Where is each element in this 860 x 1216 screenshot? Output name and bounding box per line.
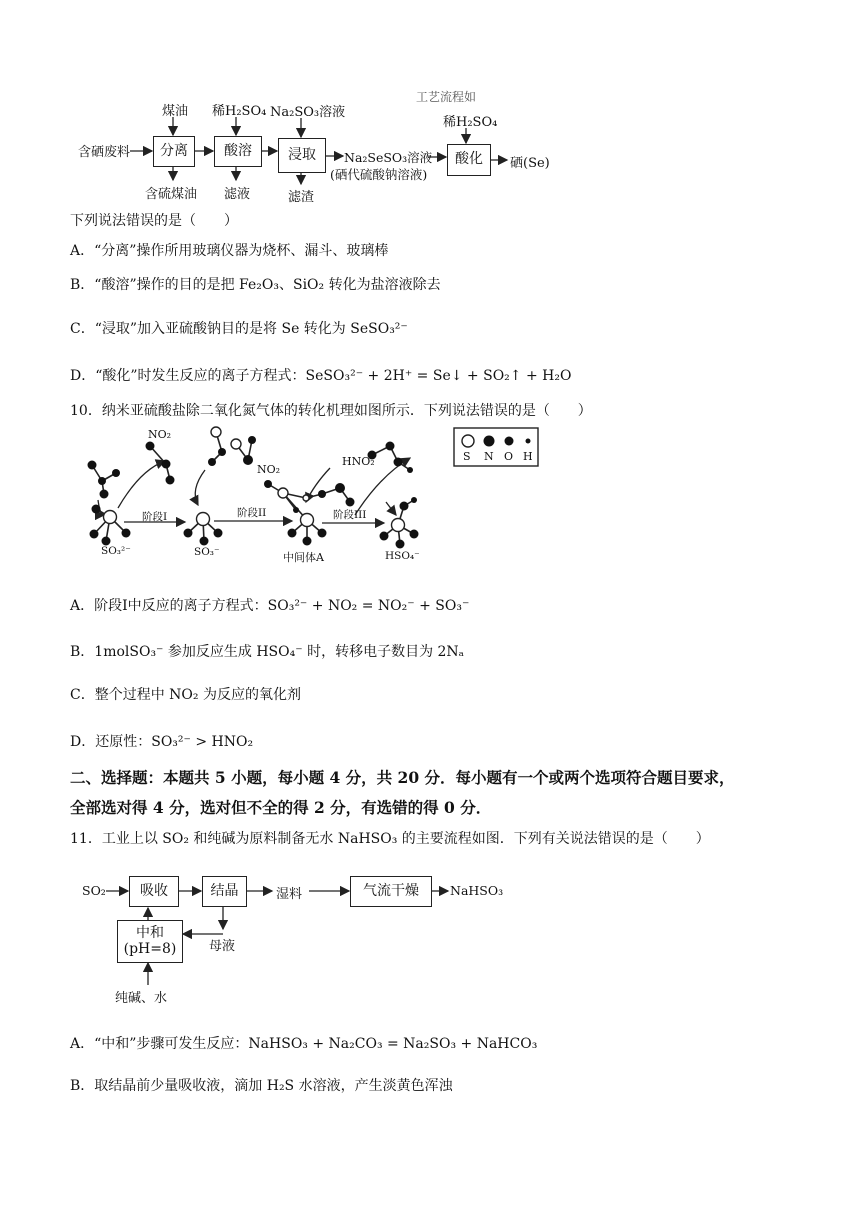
q10-label-so3-minus: SO₃⁻ <box>194 546 220 558</box>
flow1-reagent-kerosene: 煤油 <box>162 104 189 119</box>
q10-option-c: C．整个过程中 NO₂ 为反应的氧化剂 <box>70 687 301 703</box>
q11-neutralize-label: 中和 <box>136 925 164 942</box>
q10-label-hso4: HSO₄⁻ <box>385 550 420 562</box>
flow1-header-fragment: 工艺流程如 <box>416 90 477 104</box>
q9-option-c: C．“浸取”加入亚硫酸钠目的是将 Se 转化为 SeSO₃²⁻ <box>70 321 408 337</box>
q11-product: NaHSO₃ <box>450 883 504 898</box>
q11-step-airflow-dry: 气流干燥 <box>350 876 432 907</box>
flow1-product: 硒(Se) <box>510 156 550 171</box>
q10-stage-3: 阶段III <box>333 509 367 521</box>
flow1-output-sulfur-kerosene: 含硫煤油 <box>145 187 198 202</box>
q10-option-a: A．阶段Ⅰ中反应的离子方程式：SO₃²⁻ + NO₂ = NO₂⁻ + SO₃⁻ <box>70 598 470 614</box>
flow1-output-filtrate: 滤液 <box>224 187 251 202</box>
flow1-reagent-na2so3: Na₂SO₃溶液 <box>270 105 346 120</box>
q10-label-hno2: HNO₂ <box>342 455 375 468</box>
q11-neutralize-ph: (pH=8) <box>123 940 177 957</box>
q10-stage-1: 阶段I <box>142 511 168 523</box>
q11-mother-liquor: 母液 <box>209 939 236 954</box>
q11-feed: 纯碱、水 <box>115 991 168 1006</box>
q10-label-so3-2minus: SO₃²⁻ <box>101 545 131 557</box>
q10-label-no2-1: NO₂ <box>148 428 172 441</box>
q11-step-absorb: 吸收 <box>129 876 179 907</box>
q10-label-intermediate-a: 中间体A <box>283 551 324 564</box>
q11-stem: 11．工业上以 SO₂ 和纯碱为原料制备无水 NaHSO₃ 的主要流程如图．下列有关说法错误的是（ ） <box>70 831 710 847</box>
q11-wet-material: 湿料 <box>276 887 303 902</box>
q11-option-a: A．“中和”步骤可发生反应：NaHSO₃ + Na₂CO₃ = Na₂SO₃ + NaHCO₃ <box>70 1036 538 1052</box>
legend-h: H <box>523 450 533 463</box>
legend-o: O <box>504 450 514 463</box>
q9-option-a: A．“分离”操作所用玻璃仪器为烧杯、漏斗、玻璃棒 <box>70 243 389 259</box>
flow1-step-separate: 分离 <box>153 136 195 167</box>
q10-stem: 10．纳米亚硫酸盐除二氧化氮气体的转化机理如图所示．下列说法错误的是（ ） <box>70 403 592 419</box>
q10-label-no2-2: NO₂ <box>257 463 281 476</box>
flow1-output-residue: 滤渣 <box>288 190 315 205</box>
section2-line1: 二、选择题：本题共 5 小题，每小题 4 分，共 20 分．每小题有一个或两个选项符合题目要求， <box>70 768 735 787</box>
q11-step-neutralize <box>117 920 183 963</box>
flow1-intermediate-note: (硒代硫酸钠溶液) <box>330 167 428 182</box>
q10-option-d: D．还原性：SO₃²⁻ > HNO₂ <box>70 734 254 750</box>
flow1-reagent-h2so4-2: 稀H₂SO₄ <box>443 115 498 130</box>
q11-input-so2: SO₂ <box>82 883 106 898</box>
flow1-intermediate: Na₂SeSO₃溶液 <box>344 150 433 165</box>
flow1-step-leach: 浸取 <box>278 138 326 173</box>
legend-s: S <box>463 450 471 463</box>
flow1-step-acidify: 酸化 <box>447 144 491 176</box>
q9-option-d: D．“酸化”时发生反应的离子方程式：SeSO₃²⁻ + 2H⁺ = Se↓ + SO₂↑ + H₂O <box>70 368 572 384</box>
q10-stage-2: 阶段II <box>237 507 267 519</box>
q11-option-b: B．取结晶前少量吸收液，滴加 H₂S 水溶液，产生淡黄色浑浊 <box>70 1078 453 1094</box>
q10-option-b: B．1molSO₃⁻ 参加反应生成 HSO₄⁻ 时，转移电子数目为 2Nₐ <box>70 644 465 660</box>
legend-n: N <box>484 450 494 463</box>
q9-stem: 下列说法错误的是（ ） <box>70 213 238 229</box>
flow1-reagent-h2so4: 稀H₂SO₄ <box>212 104 267 119</box>
flow1-step-acid-dissolve: 酸溶 <box>214 136 262 167</box>
section2-line2: 全部选对得 4 分，选对但不全的得 2 分，有选错的得 0 分． <box>70 798 492 817</box>
flow1-input: 含硒废料 <box>78 145 131 160</box>
q11-step-crystallize: 结晶 <box>202 876 247 907</box>
q9-option-b: B．“酸溶”操作的目的是把 Fe₂O₃、SiO₂ 转化为盐溶液除去 <box>70 277 441 293</box>
